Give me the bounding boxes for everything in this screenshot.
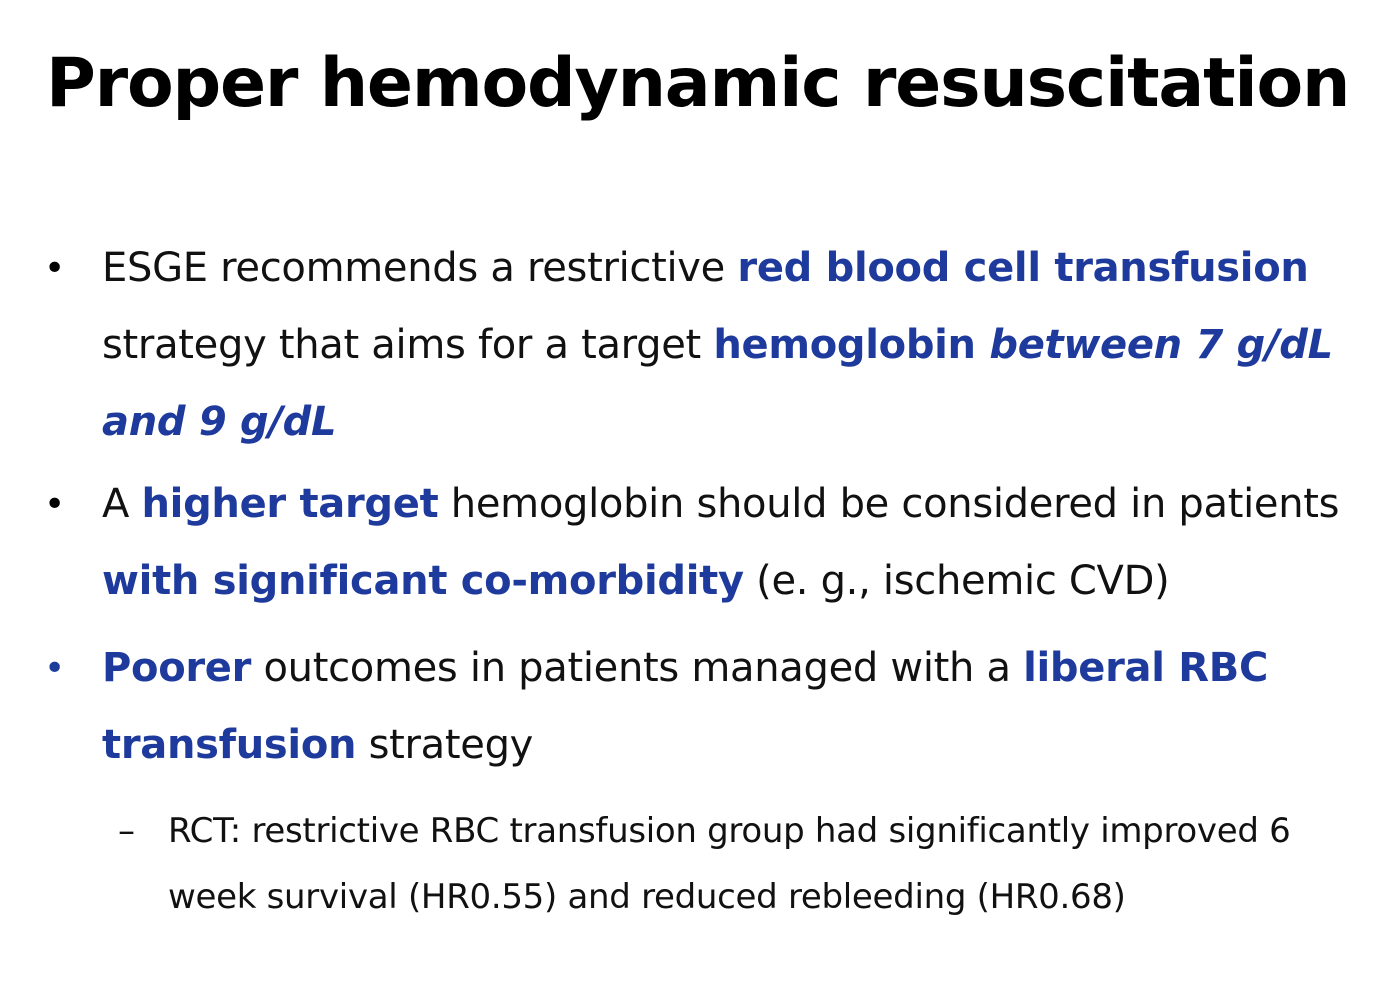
text-segment: outcomes in patients managed with a [251, 645, 1024, 691]
bullet-text [102, 245, 1333, 445]
bullet-text [102, 481, 1339, 604]
sub-bullet-text: RCT: restrictive RBC transfusion group had significantly improved 6 week survival (HR0.55) and reduced rebleeding (HR0.68) [168, 811, 1291, 917]
slide-title: Proper hemodynamic resuscitation [46, 44, 1350, 123]
bullet-item-poorer-outcomes [0, 630, 1388, 784]
sub-bullet-rct [0, 798, 1388, 930]
highlight-segment: with significant co-morbidity [102, 558, 744, 604]
text-segment: strategy that aims for a target [102, 322, 714, 368]
highlight-italic-segment: between 7 g/dL and 9 g/dL [102, 322, 1333, 445]
highlight-segment: liberal RBC transfusion [102, 645, 1268, 768]
bullet-marker: • [44, 648, 65, 689]
highlight-segment: higher target [141, 481, 439, 527]
text-segment: (e. g., ischemic CVD) [743, 558, 1170, 604]
bullet-item-transfusion-strategy [0, 230, 1388, 461]
bullet-list [0, 230, 1388, 930]
highlight-segment: Poorer [102, 645, 252, 691]
highlight-segment: red blood cell transfusion [737, 245, 1309, 291]
bullet-marker: • [44, 248, 65, 289]
bullet-item-higher-target [0, 466, 1388, 620]
text-segment: A [102, 481, 142, 527]
bullet-text [102, 645, 1268, 768]
highlight-segment: hemoglobin [713, 322, 990, 368]
text-segment: strategy [356, 722, 534, 768]
text-segment: ESGE recommends a restrictive [102, 245, 738, 291]
sub-bullet-marker: – [118, 811, 135, 851]
text-segment: hemoglobin should be considered in patients [438, 481, 1340, 527]
bullet-marker: • [44, 484, 65, 525]
